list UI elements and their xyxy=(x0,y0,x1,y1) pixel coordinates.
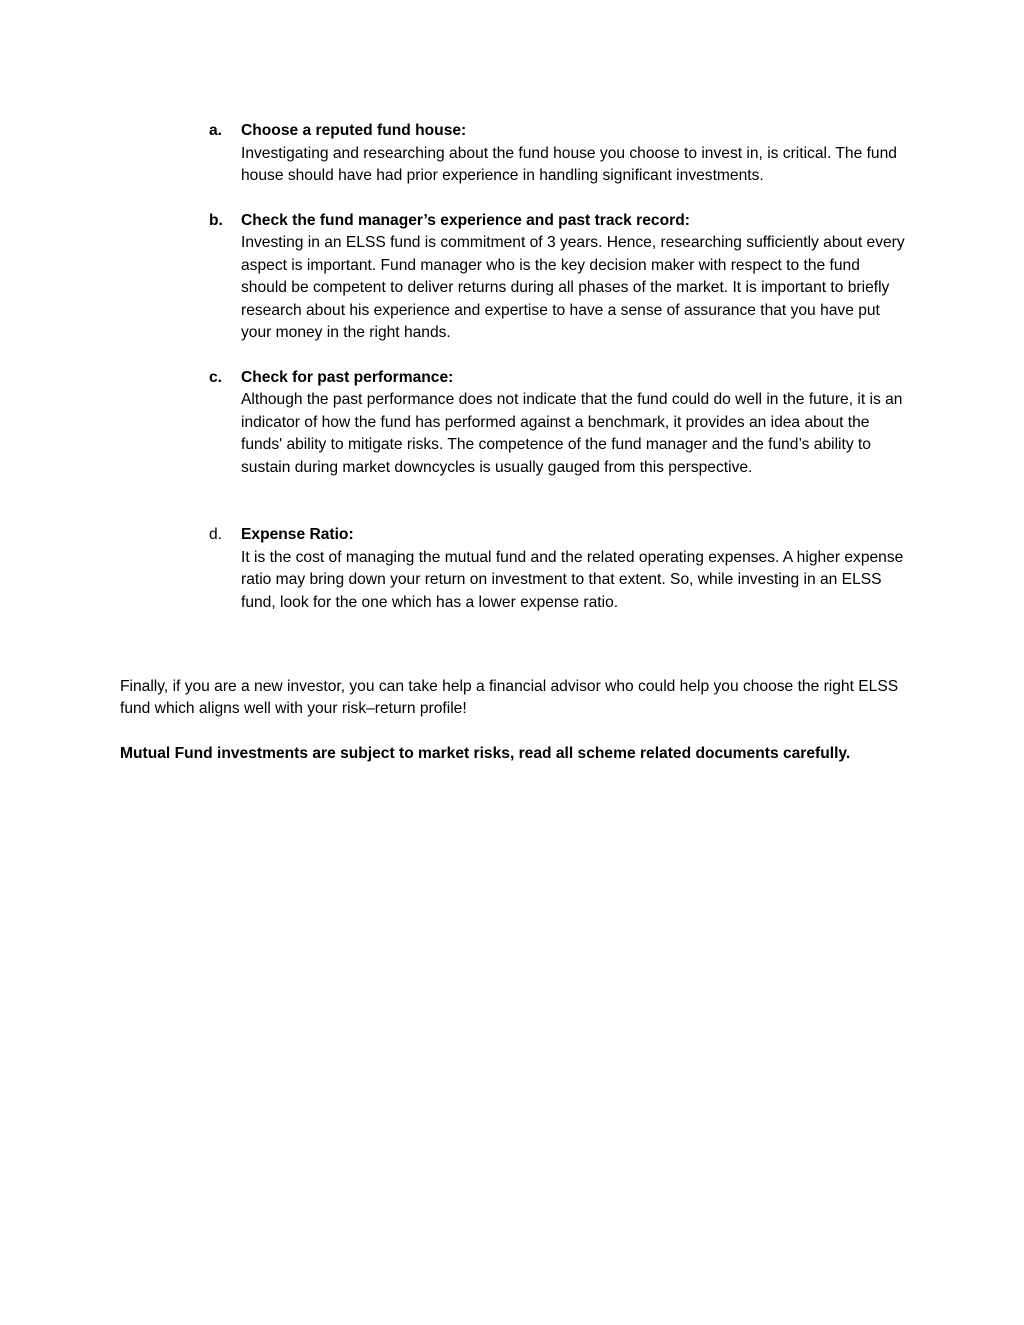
list-item-fund-house xyxy=(209,120,909,188)
list-item-past-performance xyxy=(209,367,909,480)
list-item-body: Investing in an ELSS fund is commitment of 3 years. Hence, researching sufficiently about every aspect is important. Fund manager who is the key decision maker with respect to the fund should be competent to deliver returns during all phases of the market. It is important to briefly research about his experience and expertise to have a sense of assurance that you have put your money in the right hands. xyxy=(241,234,905,341)
list-marker: d. xyxy=(209,526,223,543)
list-marker: c. xyxy=(209,368,223,386)
list-item-body: Investigating and researching about the fund house you choose to invest in, is critical. The fund house should have had prior experience in handling significant investments. xyxy=(241,144,897,184)
list-item-heading: Choose a reputed fund house: xyxy=(241,122,467,139)
list-item-fund-manager xyxy=(209,210,909,345)
list-marker: b. xyxy=(209,211,223,229)
list-item-heading: Check the fund manager’s experience and past track record: xyxy=(241,211,690,229)
list-item-body: Although the past performance does not indicate that the fund could do well in the future, it is an indicator of how the fund has performed against a benchmark, it provides an idea about the funds' ability to mitigate risks. The competence of the fund manager and the fund’s ability to sustain during market downcycles is usually gauged from this perspective. xyxy=(241,391,903,476)
fund-selection-list xyxy=(209,120,909,614)
final-paragraph: Finally, if you are a new investor, you can take help a financial advisor who could help you choose the right ELSS fund which aligns well with your risk–return profile! xyxy=(120,677,899,718)
list-marker: a. xyxy=(209,122,223,139)
list-item-body: It is the cost of managing the mutual fund and the related operating expenses. A higher expense ratio may bring down your return on investment to that extent. So, while investing in an ELSS fund, look for the one which has a lower expense ratio. xyxy=(241,548,904,611)
disclaimer-text: Mutual Fund investments are subject to market risks, read all scheme related documents carefully. xyxy=(120,744,851,762)
list-item-expense-ratio xyxy=(209,524,909,614)
list-item-heading: Expense Ratio: xyxy=(241,526,354,543)
list-item-heading: Check for past performance: xyxy=(241,368,454,386)
